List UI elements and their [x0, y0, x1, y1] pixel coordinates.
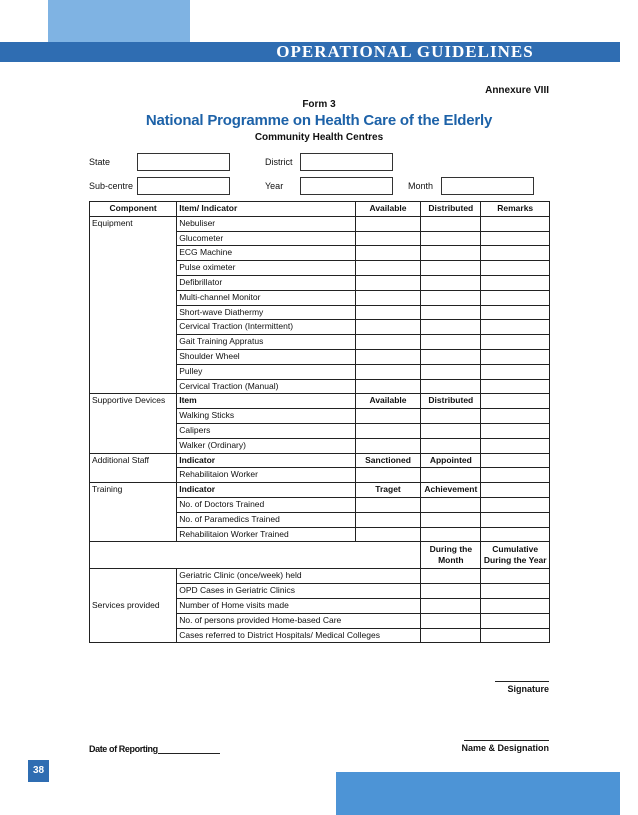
district-label: District — [265, 157, 293, 167]
cell-input[interactable] — [481, 497, 550, 512]
cell-input[interactable] — [421, 409, 481, 424]
cell-input[interactable] — [481, 423, 550, 438]
training-item: No. of Doctors Trained — [177, 497, 356, 512]
supportive-item: Walking Sticks — [177, 409, 356, 424]
cell-input[interactable] — [355, 409, 420, 424]
cell-input[interactable] — [355, 468, 420, 483]
cell-input[interactable] — [355, 290, 420, 305]
table-row — [90, 483, 550, 498]
supportive-item: Calipers — [177, 423, 356, 438]
services-header-blank — [90, 542, 421, 569]
equipment-item: Nebuliser — [177, 216, 356, 231]
cell-input[interactable] — [355, 305, 420, 320]
cell-input[interactable] — [355, 246, 420, 261]
page-subtitle: Community Health Centres — [254, 132, 384, 143]
cell-input[interactable] — [481, 349, 550, 364]
cell-input[interactable] — [481, 364, 550, 379]
district-field[interactable] — [300, 153, 393, 171]
decorative-bottom-block — [336, 772, 620, 815]
cell-input[interactable] — [481, 438, 550, 453]
month-field[interactable] — [441, 177, 534, 195]
cell-input[interactable] — [355, 320, 420, 335]
header-title: OPERATIONAL GUIDELINES — [276, 42, 534, 61]
cell-input[interactable] — [421, 584, 481, 599]
supportive-header-available: Available — [355, 394, 420, 409]
cell-input[interactable] — [355, 275, 420, 290]
services-item: No. of persons provided Home-based Care — [177, 613, 421, 628]
cell-input[interactable] — [481, 527, 550, 542]
equipment-item: Cervical Traction (Manual) — [177, 379, 356, 394]
name-designation-label: Name & Designation — [461, 743, 549, 753]
staff-item: Rehabilitaion Worker — [177, 468, 356, 483]
cell-input[interactable] — [481, 468, 550, 483]
page-title: National Programme on Health Care of the Elderly — [145, 112, 493, 129]
cell-input[interactable] — [481, 394, 550, 409]
additional-staff-label: Additional Staff — [90, 453, 177, 483]
cell-input[interactable] — [421, 231, 481, 246]
cell-input[interactable] — [355, 216, 420, 231]
name-designation-line[interactable] — [464, 740, 549, 741]
cell-input[interactable] — [421, 290, 481, 305]
cell-input[interactable] — [481, 216, 550, 231]
staff-header-sanctioned: Sanctioned — [355, 453, 420, 468]
services-item: OPD Cases in Geriatric Clinics — [177, 584, 421, 599]
cell-input[interactable] — [481, 305, 550, 320]
cell-input[interactable] — [355, 349, 420, 364]
subcentre-label: Sub-centre — [89, 181, 134, 191]
cell-input[interactable] — [481, 335, 550, 350]
cell-input[interactable] — [355, 231, 420, 246]
services-item: Geriatric Clinic (once/week) held — [177, 569, 421, 584]
year-label: Year — [265, 181, 284, 191]
col-header-available: Available — [355, 202, 420, 217]
signature-line[interactable] — [495, 681, 549, 682]
cell-input[interactable] — [421, 246, 481, 261]
services-header-row — [90, 542, 550, 569]
subcentre-field[interactable] — [137, 177, 230, 195]
cell-input[interactable] — [481, 275, 550, 290]
cell-input[interactable] — [421, 569, 481, 584]
cell-input[interactable] — [355, 512, 420, 527]
cell-input[interactable] — [421, 613, 481, 628]
equipment-item: Pulse oximeter — [177, 261, 356, 276]
equipment-item: Glucometer — [177, 231, 356, 246]
services-item: Cases referred to District Hospitals/ Medical Colleges — [177, 628, 421, 643]
cell-input[interactable] — [481, 290, 550, 305]
supportive-header-distributed: Distributed — [421, 394, 481, 409]
cell-input[interactable] — [481, 246, 550, 261]
cell-input[interactable] — [481, 409, 550, 424]
table-header-row — [90, 202, 550, 217]
cell-input[interactable] — [355, 438, 420, 453]
month-label: Month — [408, 181, 434, 191]
cell-input[interactable] — [421, 497, 481, 512]
training-header-achievement: Achievement — [421, 483, 481, 498]
cell-input[interactable] — [355, 379, 420, 394]
services-header-month: During the Month — [421, 542, 481, 569]
supportive-devices-label: Supportive Devices — [90, 394, 177, 453]
state-label: State — [89, 157, 111, 167]
col-header-distributed: Distributed — [421, 202, 481, 217]
cell-input[interactable] — [421, 216, 481, 231]
cell-input[interactable] — [421, 438, 481, 453]
equipment-item: Shoulder Wheel — [177, 349, 356, 364]
cell-input[interactable] — [481, 628, 550, 643]
equipment-item: Cervical Traction (Intermittent) — [177, 320, 356, 335]
col-header-component: Component — [90, 202, 177, 217]
form-number: Form 3 — [302, 99, 336, 110]
training-item: No. of Paramedics Trained — [177, 512, 356, 527]
cell-input[interactable] — [421, 379, 481, 394]
table-row — [90, 453, 550, 468]
services-item: Number of Home visits made — [177, 598, 421, 613]
cell-input[interactable] — [481, 261, 550, 276]
cell-input[interactable] — [355, 527, 420, 542]
col-header-item: Item/ Indicator — [177, 202, 356, 217]
state-field[interactable] — [137, 153, 230, 171]
date-of-reporting-label: Date of Reporting — [89, 743, 220, 754]
equipment-label: Equipment — [90, 216, 177, 394]
training-header-indicator: Indicator — [177, 483, 356, 498]
cell-input[interactable] — [355, 335, 420, 350]
equipment-item: Multi-channel Monitor — [177, 290, 356, 305]
training-header-target: Traget — [355, 483, 420, 498]
equipment-item: Defibrillator — [177, 275, 356, 290]
cell-input[interactable] — [421, 349, 481, 364]
cell-input[interactable] — [481, 483, 550, 498]
page-number: 38 — [28, 760, 49, 782]
cell-input[interactable] — [481, 379, 550, 394]
cell-input[interactable] — [421, 423, 481, 438]
cell-input[interactable] — [421, 468, 481, 483]
cell-input[interactable] — [421, 512, 481, 527]
cell-input[interactable] — [421, 628, 481, 643]
cell-input[interactable] — [355, 364, 420, 379]
cell-input[interactable] — [355, 423, 420, 438]
cell-input[interactable] — [421, 305, 481, 320]
equipment-item: Short-wave Diathermy — [177, 305, 356, 320]
table-row — [90, 394, 550, 409]
signature-label: Signature — [507, 684, 549, 694]
report-table — [89, 201, 550, 643]
training-label: Training — [90, 483, 177, 542]
cell-input[interactable] — [421, 320, 481, 335]
supportive-header-item: Item — [177, 394, 356, 409]
cell-input[interactable] — [481, 453, 550, 468]
cell-input[interactable] — [355, 261, 420, 276]
cell-input[interactable] — [481, 613, 550, 628]
annexure-label: Annexure VIII — [485, 85, 549, 96]
cell-input[interactable] — [355, 497, 420, 512]
cell-input[interactable] — [421, 527, 481, 542]
cell-input[interactable] — [481, 231, 550, 246]
decorative-top-block — [48, 0, 190, 42]
cell-input[interactable] — [481, 512, 550, 527]
cell-input[interactable] — [481, 320, 550, 335]
cell-input[interactable] — [481, 598, 550, 613]
table-row — [90, 569, 550, 584]
year-field[interactable] — [300, 177, 393, 195]
equipment-item: Pulley — [177, 364, 356, 379]
cell-input[interactable] — [421, 598, 481, 613]
supportive-item: Walker (Ordinary) — [177, 438, 356, 453]
staff-header-indicator: Indicator — [177, 453, 356, 468]
cell-input[interactable] — [421, 335, 481, 350]
services-header-cumulative: Cumulative During the Year — [481, 542, 550, 569]
date-of-reporting-line[interactable] — [158, 743, 220, 754]
training-item: Rehabilitaion Worker Trained — [177, 527, 356, 542]
cell-input[interactable] — [421, 261, 481, 276]
table-row — [90, 216, 550, 231]
services-provided-label: Services provided — [90, 569, 177, 643]
equipment-item: Gait Training Appratus — [177, 335, 356, 350]
cell-input[interactable] — [481, 569, 550, 584]
cell-input[interactable] — [421, 275, 481, 290]
cell-input[interactable] — [421, 364, 481, 379]
cell-input[interactable] — [481, 584, 550, 599]
equipment-item: ECG Machine — [177, 246, 356, 261]
col-header-remarks: Remarks — [481, 202, 550, 217]
staff-header-appointed: Appointed — [421, 453, 481, 468]
